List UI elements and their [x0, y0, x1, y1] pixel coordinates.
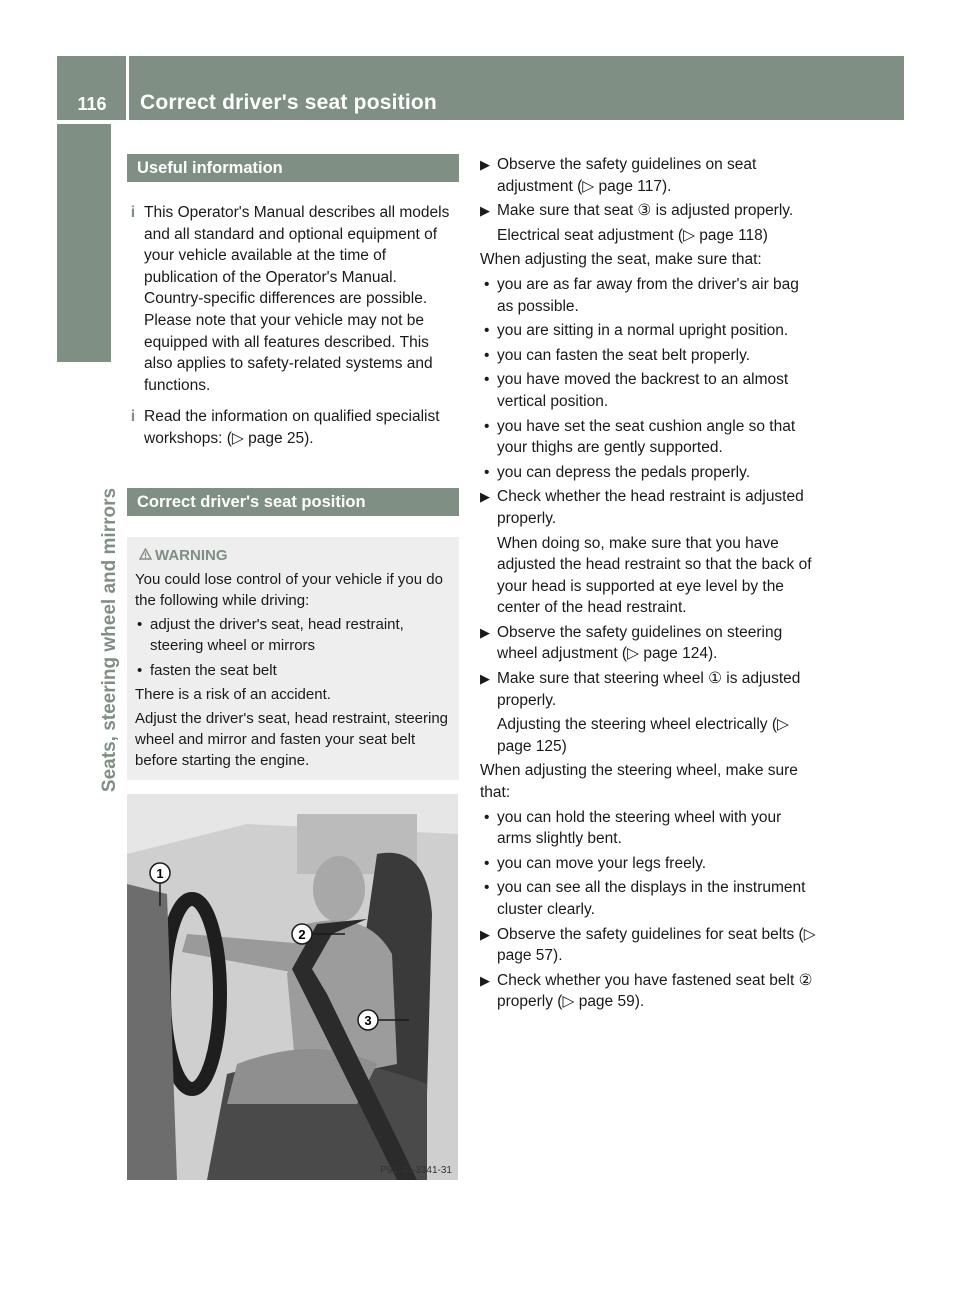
warning-bullet: • fasten the seat belt: [137, 661, 277, 679]
info-paragraph-1: [127, 202, 459, 396]
header-divider: [126, 56, 129, 120]
figure-code: P91.40-3341-31: [380, 1165, 452, 1176]
arrow-icon: ▶: [480, 671, 490, 687]
page-title: Correct driver's seat position: [140, 91, 437, 114]
useful-info-heading: Useful information: [127, 154, 459, 182]
warning-intro: You could lose control of your vehicle if you do the following while driving:: [135, 570, 443, 609]
paragraph: When adjusting the seat, make sure that:: [480, 251, 762, 269]
instruction-item: ▶ Check whether the head restraint is adjusted properly. When doing so, make sure that you have adjusted the head restraint so that the back of your head is supported at eye level by the center of the head restraint.: [480, 488, 812, 617]
instruction-item: ▶ Observe the safety guidelines on steering wheel adjustment (▷ page 124).: [480, 623, 783, 663]
instruction-item: ▶ Make sure that seat ③ is adjusted properly. Electrical seat adjustment (▷ page 118): [480, 202, 794, 244]
seat-bullet: • you have set the seat cushion angle so that your thighs are gently supported.: [484, 417, 796, 457]
wheel-bullet: • you can move your legs freely.: [484, 854, 707, 872]
instruction-item: ▶ Check whether you have fastened seat belt ② properly (▷ page 59).: [480, 971, 813, 1011]
info-icon: i: [130, 408, 136, 426]
arrow-icon: ▶: [480, 926, 490, 942]
svg-text:2: 2: [298, 927, 306, 942]
warning-risk: There is a risk of an accident.: [135, 685, 331, 703]
instruction-item: ▶ Observe the safety guidelines on seat adjustment (▷ page 117).: [480, 156, 757, 195]
arrow-icon: ▶: [480, 972, 490, 988]
warning-triangle-icon: [139, 545, 155, 566]
section-heading: Correct driver's seat position: [127, 488, 459, 516]
svg-text:1: 1: [156, 866, 164, 881]
arrow-icon: ▶: [480, 489, 490, 505]
info-text-1: This Operator's Manual describes all models and all standard and optional equipment of your vehicle available at the time of publication of the Operator's Manual. Country-specific differences are possible. Please note that your vehicle may not be equipped with all features described. This also applies to safety-related systems and functions.: [144, 204, 450, 394]
instruction-item: ▶ Observe the safety guidelines for seat belts (▷ page 57).: [480, 925, 816, 965]
seat-bullet: • you can fasten the seat belt properly.: [484, 346, 751, 364]
seat-bullet: • you can depress the pedals properly.: [484, 463, 751, 481]
seat-bullet: • you are as far away from the driver's air bag as possible.: [484, 275, 799, 315]
wheel-bullet: • you can hold the steering wheel with your arms slightly bent.: [484, 808, 782, 848]
arrow-icon: ▶: [480, 157, 490, 172]
right-column: [480, 154, 816, 1013]
seat-bullet: • you are sitting in a normal upright position.: [484, 322, 789, 340]
info-paragraph-2: [127, 406, 459, 449]
warning-title: WARNING: [133, 545, 449, 566]
warning-bullet: • adjust the driver's seat, head restraint, steering wheel or mirrors: [137, 616, 404, 655]
driver-seat-illustration: [127, 794, 458, 1180]
warning-box: [127, 537, 459, 780]
left-column: [127, 154, 459, 780]
driver-seat-figure: [127, 794, 458, 1180]
arrow-icon: ▶: [480, 624, 490, 640]
seat-bullet: • you have moved the backrest to an almost vertical position.: [484, 371, 789, 410]
svg-text:3: 3: [364, 1013, 372, 1028]
paragraph: When adjusting the steering wheel, make sure that:: [480, 762, 798, 802]
info-icon: i: [130, 204, 136, 221]
warning-advice: Adjust the driver's seat, head restraint, steering wheel and mirror and fasten your seat belt before starting the engine.: [135, 709, 449, 770]
wheel-bullet: • you can see all the displays in the instrument cluster clearly.: [484, 879, 806, 918]
info-text-2: Read the information on qualified specialist workshops: (▷ page 25).: [144, 408, 440, 447]
instruction-item: ▶ Make sure that steering wheel ① is adjusted properly. Adjusting the steering wheel electrically (▷ page 125): [480, 670, 801, 755]
page-number: 116: [77, 94, 107, 114]
arrow-icon: ▶: [480, 203, 490, 219]
side-tab-block: [57, 124, 111, 362]
side-tab-label: Seats, steering wheel and mirrors: [99, 487, 120, 793]
